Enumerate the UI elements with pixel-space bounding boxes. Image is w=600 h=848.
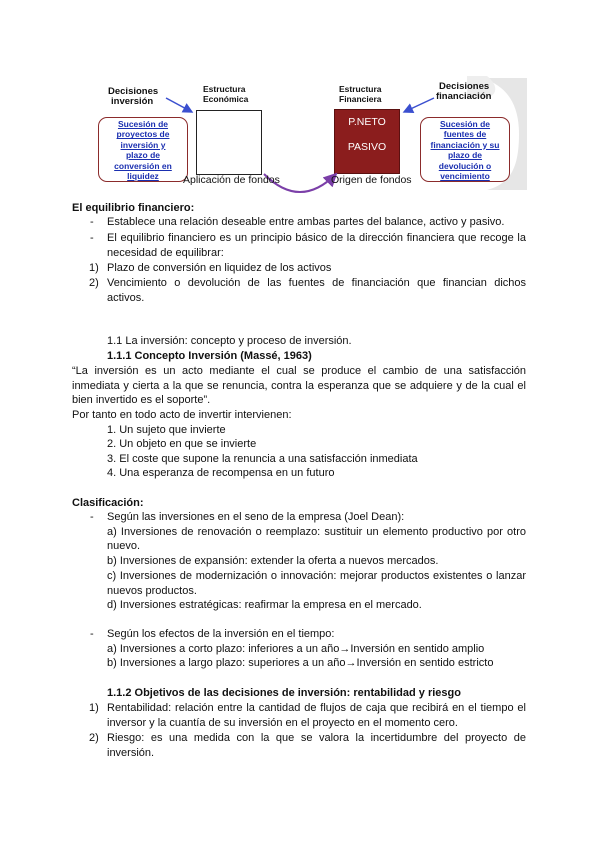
concepto-heading: 1.1.1 Concepto Inversión (Massé, 1963) — [107, 350, 312, 362]
equilibrio-item-1: Plazo de conversión en liquidez de los activos — [107, 262, 332, 274]
decisiones-inversion-label: Decisiones inversión — [108, 86, 159, 107]
clasificacion-point-1: Según las inversiones en el seno de la empresa (Joel Dean): — [107, 511, 405, 523]
quote-line-1: “La inversión es un acto mediante el cual se produce el cambio de una satisfacción — [72, 365, 526, 377]
inversion-tipo-d: d) Inversiones estratégicas: reafirmar la empresa en el mercado. — [107, 599, 422, 611]
dash-marker: - — [90, 216, 94, 228]
riesgo-line2: inversión. — [107, 747, 155, 759]
list-item: 3. El coste que supone la renuncia a una satisfacción inmediata — [107, 453, 418, 465]
dash-marker: - — [90, 511, 94, 523]
list-item: 2. Un objeto en que se invierte — [107, 438, 257, 450]
inversion-corto-plazo: a) Inversiones a corto plazo: inferiores a un año→Inversión en sentido amplio — [107, 643, 485, 655]
list-item: 1. Un sujeto que invierte — [107, 424, 226, 436]
decisiones-financiacion-label: Decisiones financiación — [436, 81, 492, 102]
inversion-tipo-a-line2: nuevo. — [107, 540, 141, 552]
dash-marker: - — [90, 232, 94, 244]
arrow-financiacion — [404, 98, 434, 112]
sucesion-inversion-box: Sucesión de proyectos de inversión y plazo de conversión en liquidez — [98, 117, 188, 182]
sucesion-financiacion-box: Sucesión de fuentes de financiación y su plazo de devolución o vencimiento — [420, 117, 510, 182]
financial-structure-diagram — [92, 74, 537, 194]
inversion-largo-plazo: b) Inversiones a largo plazo: superiores a un año→Inversión en sentido estricto — [107, 657, 494, 669]
diagram-arrows — [92, 74, 537, 194]
origen-fondos-label: Origen de fondos — [331, 174, 412, 186]
por-tanto-text: Por tanto en todo acto de invertir intervienen: — [72, 409, 292, 421]
riesgo-line1: Riesgo: es una medida con la que se valora la incertidumbre del proyecto de — [107, 732, 526, 744]
inversion-tipo-c-line1: c) Inversiones de modernización o innovación: mejorar productos existentes o lanzar — [107, 570, 526, 582]
list-item: 4. Una esperanza de recompensa en un futuro — [107, 467, 335, 479]
quote-line-2: inmediata y cierta a la que se renuncia, contra la esperanza que se adquiere y de la cual el — [72, 380, 526, 392]
numbered-marker: 1) — [89, 702, 99, 714]
equilibrio-point-2-line2: necesidad de equilibrar: — [107, 247, 224, 259]
equilibrio-item-2-line1: Vencimiento o devolución de las fuentes de financiación que financian dichos — [107, 277, 526, 289]
rentabilidad-line1: Rentabilidad: relación entre la cantidad de flujos de caja que recibirá en el tiempo el — [107, 702, 526, 714]
arrow-inversion — [166, 98, 192, 112]
section-subtitle: 1.1 La inversión: concepto y proceso de inversión. — [107, 335, 352, 347]
dash-marker: - — [90, 628, 94, 640]
inversion-tipo-a-line1: a) Inversiones de renovación o reemplazo: sustituir un elemento productivo por otro — [107, 526, 526, 538]
inversion-tipo-c-line2: nuevos productos. — [107, 585, 197, 597]
numbered-marker: 2) — [89, 277, 99, 289]
rentabilidad-line2: inversor y la cuantía de su inversión en el proyecto en el momento cero. — [107, 717, 458, 729]
objetivos-heading: 1.1.2 Objetivos de las decisiones de inversión: rentabilidad y riesgo — [107, 687, 461, 699]
estructura-financiera-label: Estructura Financiera — [339, 84, 382, 104]
quote-line-3: bien invertido es el soporte”. — [72, 394, 211, 406]
equilibrio-item-2-line2: activos. — [107, 292, 145, 304]
pasivo-label: PASIVO — [347, 141, 387, 153]
numbered-marker: 1) — [89, 262, 99, 274]
estructura-economica-label: Estructura Económica — [203, 84, 249, 104]
clasificacion-title: Clasificación: — [72, 497, 144, 509]
equilibrio-title: El equilibrio financiero: — [72, 202, 195, 214]
pneto-label: P.NETO — [348, 116, 386, 128]
aplicacion-fondos-label: Aplicación de fondos — [183, 174, 280, 186]
equilibrio-point-1: Establece una relación deseable entre ambas partes del balance, activo y pasivo. — [107, 216, 505, 228]
equilibrio-point-2-line1: El equilibrio financiero es un principio básico de la dirección financiera que recoge la — [107, 232, 526, 244]
inversion-tipo-b: b) Inversiones de expansión: extender la oferta a nuevos mercados. — [107, 555, 439, 567]
numbered-marker: 2) — [89, 732, 99, 744]
clasificacion-point-2: Según los efectos de la inversión en el tiempo: — [107, 628, 335, 640]
